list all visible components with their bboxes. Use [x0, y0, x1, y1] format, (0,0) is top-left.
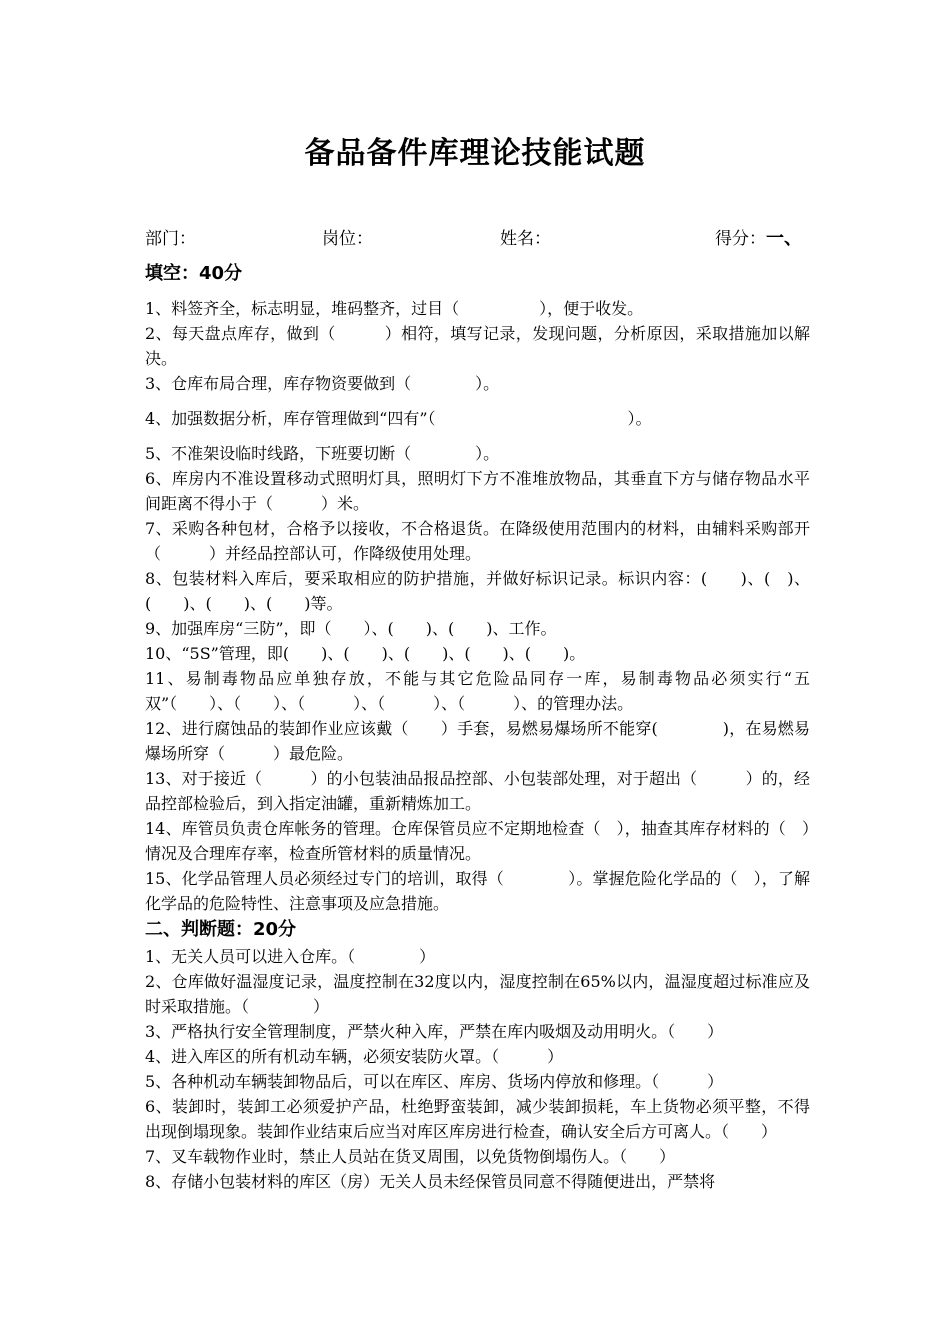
judge-question-2: 2、仓库做好温湿度记录，温度控制在32度以内，湿度控制在65%以内，温湿度超过标准应及时采取措施。（ ） — [145, 972, 810, 1016]
judge-question-6: 6、装卸时，装卸工必须爱护产品，杜绝野蛮装卸，减少装卸损耗，车上货物必须平整，不得出现倒塌现象。装卸作业结束后应当对库区库房进行检查，确认安全后方可离人。（ ） — [145, 1097, 810, 1141]
judge-question-5: 5、各种机动车辆装卸物品后，可以在库区、库房、货场内停放和修理。（ ） — [145, 1072, 724, 1091]
fill-question-3: 3、仓库布局合理，库存物资要做到（ ）。 — [145, 374, 500, 393]
name-label: 姓名： — [500, 229, 551, 249]
fill-question-7: 7、采购各种包材，合格予以接收，不合格退货。在降级使用范围内的材料，由辅料采购部开（ ）并经品控部认可，作降级使用处理。 — [145, 519, 810, 563]
fill-question-11: 11、易制毒物品应单独存放，不能与其它危险品同存一库，易制毒物品必须实行“五双”（ ）、（ ）、（ ）、（ ）、（ ）、的管理办法。 — [145, 669, 810, 713]
fill-question-4: 4、加强数据分析，库存管理做到“四有”（ ）。 — [145, 409, 652, 428]
judge-question-7: 7、叉车载物作业时，禁止人员站在货叉周围，以免货物倒塌伤人。（ ） — [145, 1147, 676, 1166]
fill-question-12: 12、进行腐蚀品的装卸作业应该戴（ ）手套，易燃易爆场所不能穿( )，在易燃易爆场所穿（ ）最危险。 — [145, 719, 810, 763]
fill-question-2: 2、每天盘点库存，做到（ ）相符，填写记录，发现问题，分析原因，采取措施加以解决。 — [145, 324, 810, 368]
dept-label: 部门： — [145, 229, 196, 249]
score-label: 得分： — [715, 229, 766, 249]
fill-question-6: 6、库房内不准设置移动式照明灯具，照明灯下方不准堆放物品，其垂直下方与储存物品水平间距离不得小于（ ）米。 — [145, 469, 810, 513]
section1-heading: 填空：40分 — [145, 263, 243, 284]
fill-question-5: 5、不准架设临时线路，下班要切断（ ）。 — [145, 444, 500, 463]
section1-number: 一、 — [766, 228, 802, 249]
section2-heading: 二、判断题：20分 — [145, 919, 297, 940]
judge-question-3: 3、严格执行安全管理制度，严禁火种入库，严禁在库内吸烟及动用明火。（ ） — [145, 1022, 724, 1041]
fill-question-13: 13、对于接近（ ）的小包装油品报品控部、小包装部处理，对于超出（ ）的，经品控部检验后，到入指定油罐，重新精炼加工。 — [145, 769, 810, 813]
document-title: 备品备件库理论技能试题 — [304, 136, 646, 171]
judge-question-1: 1、无关人员可以进入仓库。（ ） — [145, 947, 436, 966]
fill-question-10: 10、“5S”管理，即( )、( )、( )、( )、( )。 — [145, 644, 586, 663]
post-label: 岗位： — [322, 229, 373, 249]
fill-question-15: 15、化学品管理人员必须经过专门的培训，取得（ ）。掌握危险化学品的（ ），了解化学品的危险特性、注意事项及应急措施。 — [145, 869, 810, 913]
fill-question-14: 14、库管员负责仓库帐务的管理。仓库保管员应不定期地检查（ ），抽查其库存材料的（ ）情况及合理库存率，检查所管材料的质量情况。 — [145, 819, 810, 863]
judge-question-8: 8、存储小包装材料的库区（房）无关人员未经保管员同意不得随便进出，严禁将 — [145, 1172, 716, 1191]
info-row — [145, 225, 810, 253]
document-body — [145, 260, 810, 1194]
judge-question-4: 4、进入库区的所有机动车辆，必须安装防火罩。（ ） — [145, 1047, 564, 1066]
fill-question-8: 8、包装材料入库后，要采取相应的防护措施，并做好标识记录。标识内容：( )、( )、( )、( )、( )等。 — [145, 569, 810, 613]
fill-question-9: 9、加强库房“三防”，即（ ）、( )、( )、工作。 — [145, 619, 557, 638]
fill-question-1: 1、料签齐全，标志明显，堆码整齐，过目（ ），便于收发。 — [145, 299, 644, 318]
